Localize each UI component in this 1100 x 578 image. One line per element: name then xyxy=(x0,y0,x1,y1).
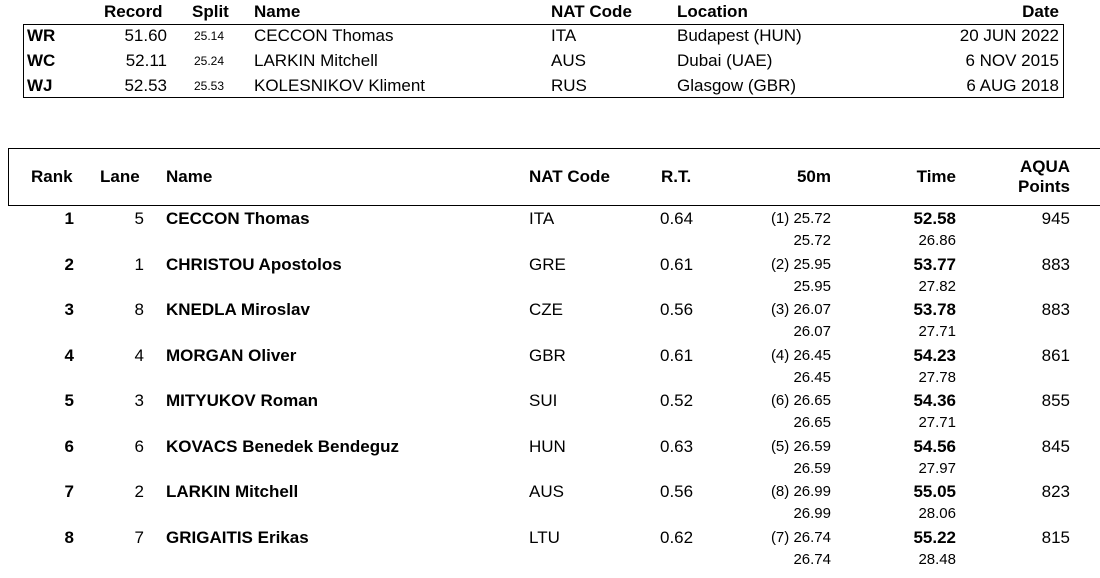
record-holder-name: CECCON Thomas xyxy=(254,26,394,45)
result-50m-time: 26.45 xyxy=(793,346,831,364)
result-row xyxy=(0,389,1100,435)
result-50m-lap: 26.65 xyxy=(793,414,831,431)
results-header xyxy=(0,148,1100,206)
result-nat-code: LTU xyxy=(529,527,560,547)
result-50m-time: 25.72 xyxy=(793,210,831,227)
record-row xyxy=(0,24,1100,49)
result-aqua-points: 945 xyxy=(1041,209,1070,228)
result-50m-rank: (5) xyxy=(770,437,790,455)
result-row xyxy=(0,480,1100,526)
record-split: 25.24 xyxy=(194,54,225,68)
result-rank: 6 xyxy=(64,436,74,456)
record-time: 52.53 xyxy=(124,76,167,95)
result-final-time: 55.05 xyxy=(913,482,956,501)
results-header-50m: 50m xyxy=(796,167,831,186)
result-aqua-points: 823 xyxy=(1041,482,1070,501)
result-50m-lap: 26.59 xyxy=(793,459,831,477)
result-swimmer-name: CHRISTOU Apostolos xyxy=(166,254,342,274)
result-50m-rank: (2) xyxy=(770,255,790,273)
result-rank: 3 xyxy=(64,300,74,319)
records-header-split: Split xyxy=(192,2,229,21)
result-final-lap: 27.78 xyxy=(918,368,956,386)
result-swimmer-name: MORGAN Oliver xyxy=(166,345,297,365)
record-location: Budapest (HUN) xyxy=(677,26,802,45)
result-lane: 6 xyxy=(134,436,144,456)
records-header-name: Name xyxy=(254,2,301,21)
result-50m-time: 26.59 xyxy=(793,437,831,455)
result-50m-split xyxy=(771,299,831,321)
record-holder-name: LARKIN Mitchell xyxy=(254,51,378,70)
result-rank: 5 xyxy=(64,391,74,410)
result-50m-lap: 25.95 xyxy=(793,277,831,295)
results-header-rt: R.T. xyxy=(661,167,692,186)
result-lane: 4 xyxy=(134,345,144,365)
result-50m-rank: (8) xyxy=(770,483,790,500)
result-reaction-time: 0.62 xyxy=(660,527,694,547)
result-50m-lap: 26.74 xyxy=(793,550,831,568)
result-final-lap: 26.86 xyxy=(918,232,956,249)
records-header-location: Location xyxy=(677,2,748,21)
result-lane: 1 xyxy=(134,254,144,274)
record-location: Glasgow (GBR) xyxy=(677,76,797,95)
results-header-rank: Rank xyxy=(31,167,73,186)
result-final-time: 54.56 xyxy=(913,436,956,456)
result-50m-time: 26.07 xyxy=(793,301,831,318)
result-row xyxy=(0,298,1100,344)
result-rank: 8 xyxy=(64,527,74,547)
result-final-time: 54.36 xyxy=(913,391,956,410)
result-final-lap: 27.97 xyxy=(918,459,956,477)
results-header-time: Time xyxy=(916,167,956,186)
record-date: 20 JUN 2022 xyxy=(959,26,1059,45)
result-50m-split xyxy=(771,481,831,503)
result-nat-code: SUI xyxy=(529,391,558,410)
result-nat-code: GRE xyxy=(529,254,566,274)
results-header-nat: NAT Code xyxy=(529,167,610,186)
result-swimmer-name: MITYUKOV Roman xyxy=(166,391,319,410)
result-50m-split xyxy=(771,390,831,412)
result-aqua-points: 855 xyxy=(1041,391,1070,410)
result-50m-rank: (3) xyxy=(770,301,790,318)
records-header-record: Record xyxy=(104,2,163,21)
result-row xyxy=(0,526,1100,572)
record-code: WC xyxy=(27,51,56,70)
result-aqua-points: 883 xyxy=(1041,254,1070,274)
result-row xyxy=(0,435,1100,481)
result-reaction-time: 0.61 xyxy=(660,345,694,365)
result-50m-rank: (6) xyxy=(770,392,790,409)
result-swimmer-name: KOVACS Benedek Bendeguz xyxy=(166,436,400,456)
results-header-points: Points xyxy=(1018,177,1070,196)
result-50m-split xyxy=(771,436,831,458)
record-date: 6 NOV 2015 xyxy=(965,51,1059,70)
result-aqua-points: 883 xyxy=(1041,300,1070,319)
record-time: 51.60 xyxy=(124,26,167,45)
result-50m-lap: 26.45 xyxy=(793,368,831,386)
result-swimmer-name: GRIGAITIS Erikas xyxy=(166,527,309,547)
result-50m-lap: 26.99 xyxy=(793,505,831,522)
result-aqua-points: 815 xyxy=(1041,527,1070,547)
result-row xyxy=(0,253,1100,299)
record-date: 6 AUG 2018 xyxy=(966,76,1059,95)
result-final-lap: 27.71 xyxy=(918,414,956,431)
result-final-time: 53.77 xyxy=(913,254,956,274)
result-swimmer-name: LARKIN Mitchell xyxy=(166,482,299,501)
result-nat-code: GBR xyxy=(529,345,566,365)
result-50m-rank: (1) xyxy=(770,210,790,227)
result-rank: 7 xyxy=(64,482,74,501)
results-header-lane: Lane xyxy=(100,167,140,186)
record-holder-name: KOLESNIKOV Kliment xyxy=(254,76,426,95)
result-reaction-time: 0.61 xyxy=(660,254,694,274)
result-aqua-points: 861 xyxy=(1041,345,1070,365)
result-nat-code: CZE xyxy=(529,300,563,319)
result-final-lap: 28.06 xyxy=(918,505,956,522)
records-header-nat: NAT Code xyxy=(551,2,632,21)
result-50m-lap: 26.07 xyxy=(793,323,831,340)
result-rank: 1 xyxy=(64,209,74,228)
record-location: Dubai (UAE) xyxy=(677,51,773,70)
result-rank: 4 xyxy=(64,345,74,365)
result-50m-time: 26.65 xyxy=(793,392,831,409)
result-final-lap: 28.48 xyxy=(918,550,956,568)
result-50m-time: 25.95 xyxy=(793,255,831,273)
result-lane: 7 xyxy=(134,527,144,547)
record-split: 25.14 xyxy=(194,29,225,43)
record-row xyxy=(0,74,1100,99)
result-reaction-time: 0.56 xyxy=(660,482,694,501)
results-header-aqua: AQUA xyxy=(1019,157,1070,176)
record-time: 52.11 xyxy=(125,51,167,70)
records-header xyxy=(0,0,1100,24)
result-lane: 3 xyxy=(134,391,144,410)
result-nat-code: HUN xyxy=(529,436,566,456)
result-50m-time: 26.99 xyxy=(793,483,831,500)
result-50m-rank: (7) xyxy=(770,528,790,546)
result-rank: 2 xyxy=(64,254,74,274)
result-final-time: 53.78 xyxy=(913,300,956,319)
result-lane: 2 xyxy=(134,482,144,501)
result-final-lap: 27.71 xyxy=(918,323,956,340)
result-row xyxy=(0,344,1100,390)
result-nat-code: AUS xyxy=(529,482,564,501)
result-reaction-time: 0.52 xyxy=(660,391,694,410)
result-50m-time: 26.74 xyxy=(793,528,831,546)
result-row xyxy=(0,207,1100,253)
result-final-time: 54.23 xyxy=(913,345,956,365)
result-swimmer-name: KNEDLA Miroslav xyxy=(166,300,310,319)
result-reaction-time: 0.63 xyxy=(660,436,694,456)
result-aqua-points: 845 xyxy=(1041,436,1070,456)
record-nat-code: AUS xyxy=(551,51,586,70)
result-reaction-time: 0.64 xyxy=(660,209,694,228)
record-nat-code: ITA xyxy=(551,26,577,45)
record-code: WR xyxy=(27,26,56,45)
results-header-name: Name xyxy=(166,167,213,186)
results-header-aqua-points xyxy=(1018,157,1070,197)
result-swimmer-name: CECCON Thomas xyxy=(166,209,310,228)
result-50m-split xyxy=(771,527,831,549)
result-50m-split xyxy=(771,254,831,276)
result-lane: 8 xyxy=(134,300,144,319)
result-50m-split xyxy=(771,345,831,367)
result-50m-rank: (4) xyxy=(770,346,790,364)
result-reaction-time: 0.56 xyxy=(660,300,694,319)
record-nat-code: RUS xyxy=(551,76,587,95)
result-final-time: 55.22 xyxy=(913,527,956,547)
record-split: 25.53 xyxy=(194,79,225,93)
result-final-lap: 27.82 xyxy=(918,277,956,295)
records-header-date: Date xyxy=(1022,2,1059,21)
result-lane: 5 xyxy=(134,209,144,228)
record-code: WJ xyxy=(27,76,53,95)
result-50m-split xyxy=(771,208,831,230)
result-50m-lap: 25.72 xyxy=(793,232,831,249)
result-nat-code: ITA xyxy=(529,209,555,228)
result-final-time: 52.58 xyxy=(913,209,956,228)
record-row xyxy=(0,49,1100,74)
